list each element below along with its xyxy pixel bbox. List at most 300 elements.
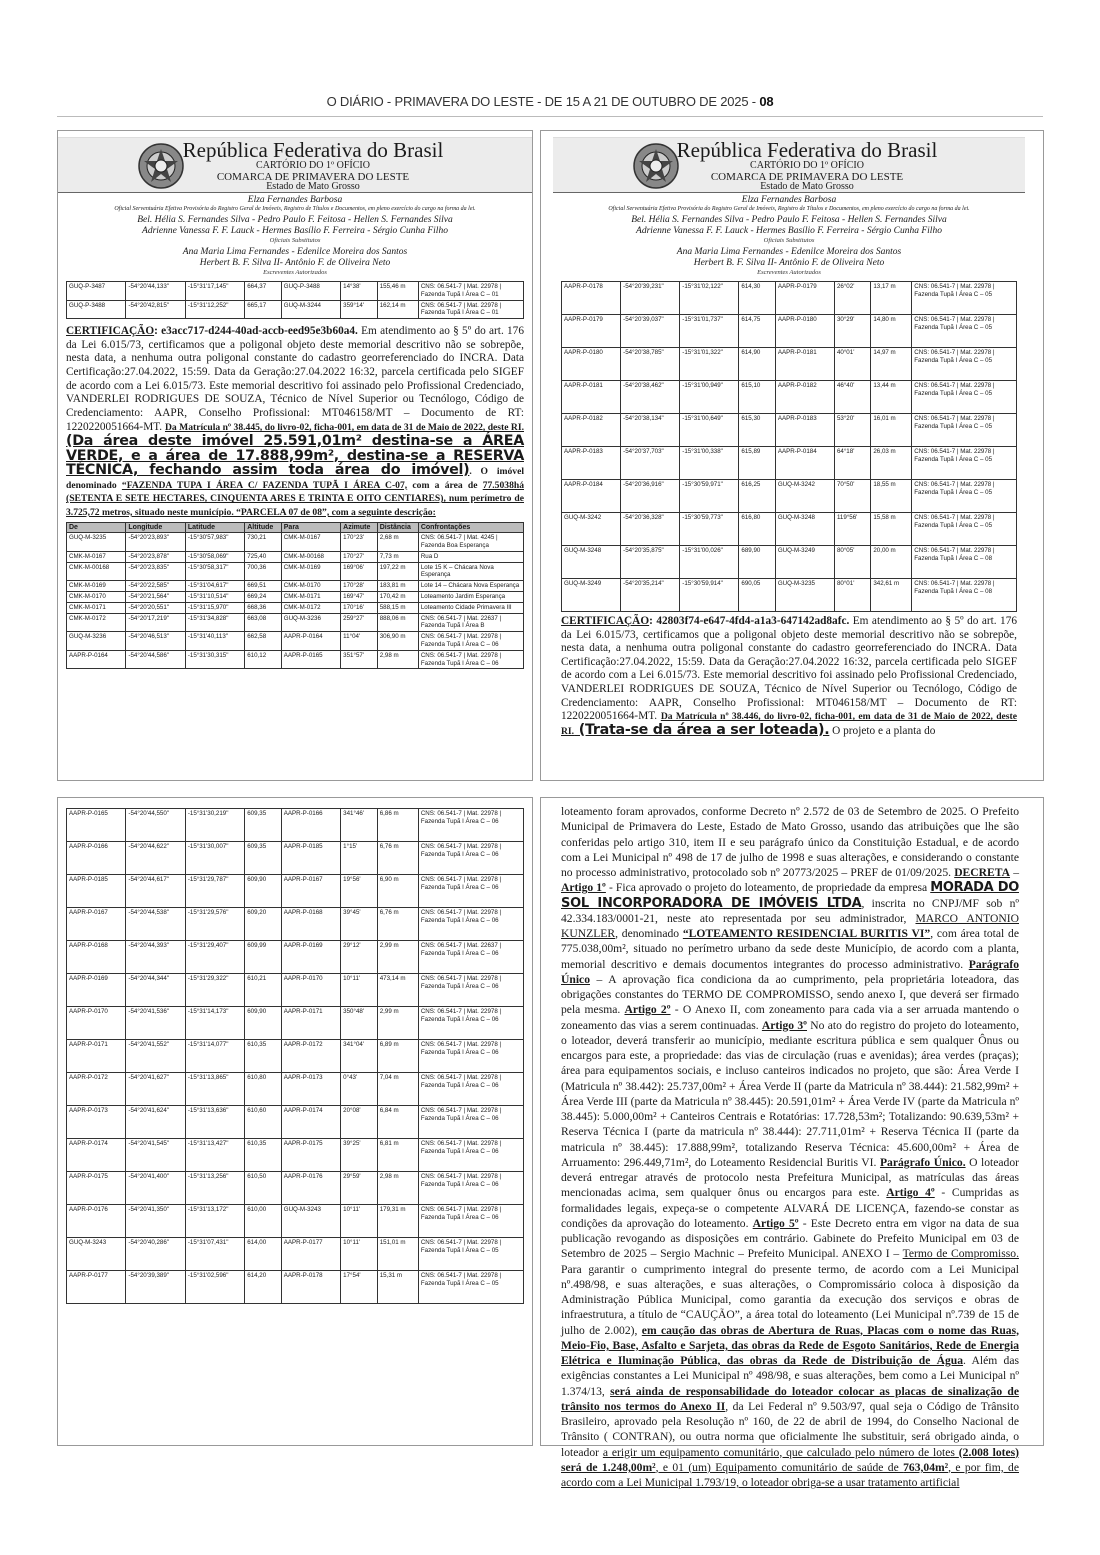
text-segment: - O Anexo II, com zoneamento para cada via a ser arruada mantendo o zoneamento das vias a serem continuadas. [561, 1003, 1020, 1032]
table-cell: 730,21 [245, 533, 282, 552]
text-segment: – A aprovação fica condiciona da ao cumprimento, pela proprietária loteadora, das obrigações constantes do TERMO DE COMPROMISSO, sendo anexo I, que deverá ser firmado pela mesma. [561, 972, 1019, 1017]
table-cell: 169°47' [341, 592, 378, 603]
table-cell: 46°40' [834, 381, 870, 414]
table-cell: -54°20'21,564" [126, 592, 185, 603]
table-cell: -15°30'57,983" [185, 533, 244, 552]
table-cell: 614,90 [739, 348, 775, 381]
table-row [67, 632, 524, 651]
table-cell: AAPR-P-0185 [67, 875, 126, 908]
table-cell: CNS: 06.541-7 | Mat. 22978 | Fazenda Tupã I Área C – 05 [912, 348, 1017, 381]
table-cell: 170°16' [341, 602, 378, 613]
table-row [67, 1205, 524, 1238]
table-cell: CNS: 06.541-7 | Mat. 22637 | Fazenda Tupã I Área C – 06 [418, 941, 523, 974]
table-cell: 53°20' [834, 414, 870, 447]
table-cell: 351°57' [341, 650, 378, 669]
table-cell: CNS: 06.541-7 | Mat. 22978 | Fazenda Tupã I Área C – 06 [418, 809, 523, 842]
official-name: Elza Fernandes Barbosa [741, 195, 837, 205]
table-cell: AAPR-P-0175 [67, 1172, 126, 1205]
text-segment: com a área de [407, 479, 483, 491]
table-cell: GUQ-M-3249 [562, 579, 621, 612]
table-cell: CNS: 06.541-7 | Mat. 22978 | Fazenda Tupã I Área C – 05 [418, 1271, 523, 1304]
table-cell: AAPR-P-0175 [281, 1139, 340, 1172]
table-cell: AAPR-P-0168 [281, 908, 340, 941]
coordinates-table-a [66, 281, 524, 319]
brazil-coat-of-arms-icon [631, 141, 681, 191]
table-cell: -15°31'29,576" [185, 908, 244, 941]
table-cell: 7,04 m [377, 1073, 418, 1106]
table-cell: 616,25 [739, 480, 775, 513]
table-cell: GUQ-M-3235 [67, 533, 126, 552]
table-cell: 162,14 m [377, 300, 418, 319]
table-cell: AAPR-P-0185 [281, 842, 340, 875]
table-cell: 15,31 m [377, 1271, 418, 1304]
table-cell: 588,15 m [377, 602, 418, 613]
column-header: Latitude [185, 522, 244, 533]
text-segment: MARCO ANTONIO KUNZLER [561, 911, 1019, 940]
text-segment: loteamento foram aprovados, conforme Decreto nº 2.572 de 03 de Setembro de 2025. O Prefeito Municipal de Primavera do Leste, Estado de Mato Grosso, usando das atribuições que lhe são conferidas pelo artigo 310, item II e seu parágrafo único da Constituição Estadual, e de acordo com a Lei Municipal nº 498 de 17 de julho de 1998 e suas alterações, e considerando o constante no processo administrativo, protocolado sob nº 20773/2025 – PREF de 01/09/2025. [561, 805, 1019, 879]
letterhead-band [58, 137, 532, 193]
header-text: O DIÁRIO - PRIMAVERA DO LESTE - DE 15 A 21 DE OUTUBRO DE 2025 - [326, 94, 760, 109]
table-cell: 609,20 [245, 908, 282, 941]
table-row [562, 480, 1017, 513]
text-segment: a erigir um equipamento comunitário, que calculado pelo número de lotes [602, 1445, 959, 1459]
table-cell: CNS: 06.541-7 | Mat. 22978 | Fazenda Tupã I Área C – 06 [418, 1139, 523, 1172]
table-cell: 259°27' [341, 613, 378, 632]
table-cell: -54°20'41,552" [126, 1040, 185, 1073]
table-cell: GUQ-P-3488 [281, 282, 340, 301]
table-cell: -54°20'20,551" [126, 602, 185, 613]
table-cell: -54°20'46,513" [126, 632, 185, 651]
official-role: Oficial Serventuária Efetiva Provisória do Registro Geral de Imóveis, Registro de Títulos e Documentos, em pleno exercício do cargo na forma da lei. [114, 206, 476, 212]
table-cell: AAPR-P-0166 [281, 809, 340, 842]
table-row [67, 1106, 524, 1139]
table-cell: Loteamento Cidade Primavera III [418, 602, 523, 613]
table-cell: 6,84 m [377, 1106, 418, 1139]
table-cell: -15°31'00,338" [680, 447, 739, 480]
table-cell: GUQ-M-3242 [562, 513, 621, 546]
text-segment: , da Lei Federal nº 9.503/97, qual seja o Código de Trânsito Brasileiro, aprovado pela Resolução nº 160, de 22 de abril de 1994, do Conselho Nacional de Trânsito ( CONTRAN), ou outra norma que oficialmente lhe substituir, será obrigado ainda, o loteador [561, 1399, 1020, 1459]
table-cell: -54°20'44,586" [126, 650, 185, 669]
table-cell: 6,90 m [377, 875, 418, 908]
table-header-row [67, 522, 524, 533]
text-segment: , e 01 (um) Equipamento comunitário de saúde de [655, 1460, 904, 1474]
table-cell: AAPR-P-0182 [775, 381, 834, 414]
table-cell: -54°20'39,389" [126, 1271, 185, 1304]
table-row [67, 592, 524, 603]
table-cell: 29°12' [341, 941, 378, 974]
table-cell: AAPR-P-0179 [775, 282, 834, 315]
table-cell: -54°20'38,462" [621, 381, 680, 414]
table-cell: -54°20'44,622" [126, 842, 185, 875]
table-cell: 610,00 [245, 1205, 282, 1238]
table-cell: 615,30 [739, 414, 775, 447]
table-cell: CNS: 06.541-7 | Mat. 22978 | Fazenda Tupã I Área C – 06 [418, 1205, 523, 1238]
table-cell: 39°25' [341, 1139, 378, 1172]
substitutes-line-2: Adrienne Vanessa F. F. Lauck - Hermes Basílio F. Ferreira - Sérgio Cunha Filho [142, 226, 448, 236]
table-cell: 13,17 m [871, 282, 912, 315]
table-cell: AAPR-P-0165 [67, 809, 126, 842]
letterhead-title: República Federativa do Brasil [676, 138, 938, 162]
table-cell: AAPR-P-0169 [281, 941, 340, 974]
table-cell: 26°02' [834, 282, 870, 315]
table-cell: CNS: 06.541-7 | Mat. 22978 | Fazenda Tupã I Área C – 06 [418, 1172, 523, 1205]
table-cell: 6,89 m [377, 1040, 418, 1073]
letterhead-state: Estado de Mato Grosso [266, 181, 360, 192]
table-cell: CNS: 06.541-7 | Mat. 22637 | Fazenda Tupã I Área B [418, 613, 523, 632]
table-cell: -54°20'44,538" [126, 908, 185, 941]
letterhead-band [553, 137, 1025, 193]
text-segment: MORADA DO SOL INCORPORADORA DE IMÓVEIS LTDA [561, 880, 1019, 911]
table-row [562, 348, 1017, 381]
table-cell: 2,98 m [377, 1172, 418, 1205]
table-cell: -54°20'44,550" [126, 809, 185, 842]
table-cell: -15°31'01,737" [680, 315, 739, 348]
table-cell: CNS: 06.541-7 | Mat. 22978 | Fazenda Tupã I Área C – 06 [418, 650, 523, 669]
table-cell: AAPR-P-0168 [67, 941, 126, 974]
table-cell: 350°48' [341, 1007, 378, 1040]
table-cell: 17°54' [341, 1271, 378, 1304]
table-cell: Lote 15 K – Chácara Nova Esperança [418, 562, 523, 581]
table-cell: 614,30 [739, 282, 775, 315]
text-segment: . Além das exigências constantes a Lei Municipal nº 498/98, e suas alterações, bem como a Lei Municipal nº 1.374/13, [561, 1354, 1019, 1398]
table-cell: 6,76 m [377, 842, 418, 875]
text-segment: será ainda de responsabilidade do loteador colocar as placas de sinalização de trânsito nos termos do Anexo II [561, 1384, 1019, 1413]
table-cell: 668,36 [245, 602, 282, 613]
text-segment: “FAZENDA TUPA I ÁREA C/ FAZENDA TUPÃ I ÁREA C-07, [121, 479, 408, 491]
table-cell: -54°20'39,231" [621, 282, 680, 315]
table-cell: -54°20'41,350" [126, 1205, 185, 1238]
table-cell: 11°04' [341, 632, 378, 651]
table-cell: AAPR-P-0172 [281, 1040, 340, 1073]
table-cell: AAPR-P-0164 [281, 632, 340, 651]
table-cell: AAPR-P-0183 [775, 414, 834, 447]
table-cell: -15°30'59,914" [680, 579, 739, 612]
table-cell: GUQ-M-3236 [67, 632, 126, 651]
table-cell: 15,58 m [871, 513, 912, 546]
table-cell: CNS: 06.541-7 | Mat. 22978 | Fazenda Tupã I Área C – 05 [912, 381, 1017, 414]
table-cell: CNS: 06.541-7 | Mat. 22978 | Fazenda Tupã I Área C – 06 [418, 1040, 523, 1073]
text-segment: – [1010, 866, 1019, 879]
clerks-role: Escreventes Autorizados [263, 269, 327, 276]
text-segment: Artigo 3º [761, 1018, 808, 1032]
table-row [67, 974, 524, 1007]
text-segment: Artigo 5º [752, 1216, 799, 1230]
table-cell: Loteamento Jardim Esperança [418, 592, 523, 603]
text-segment: Artigo 1º [561, 881, 606, 895]
table-cell: GUQ-M-3248 [775, 513, 834, 546]
table-cell: CMK-M-0171 [67, 602, 126, 613]
table-cell: -15°31'02,596" [185, 1271, 244, 1304]
clerks-role: Escreventes Autorizados [757, 269, 821, 276]
table-cell: CNS: 06.541-7 | Mat. 22978 | Fazenda Tupã I Área C – 05 [912, 447, 1017, 480]
table-cell: AAPR-P-0170 [67, 1007, 126, 1040]
table-cell: CNS: 06.541-7 | Mat. 22978 | Fazenda Tupã I Área C – 05 [912, 282, 1017, 315]
table-cell: CNS: 06.541-7 | Mat. 22978 | Fazenda Tupã I Área C – 06 [418, 632, 523, 651]
table-cell: 609,90 [245, 875, 282, 908]
table-cell: -54°20'17,219" [126, 613, 185, 632]
certification-paragraph-1 [66, 325, 524, 519]
clerks-line-1: Ana Maria Lima Fernandes - Edenilce Moreira dos Santos [676, 247, 902, 257]
letterhead-state: Estado de Mato Grosso [760, 181, 854, 192]
table-cell: -54°20'44,617" [126, 875, 185, 908]
table-cell: -15°31'17,145" [185, 282, 244, 301]
table-row [67, 941, 524, 974]
text-segment: Termo de Compromisso. [902, 1247, 1019, 1261]
table-cell: 6,81 m [377, 1139, 418, 1172]
table-cell: Rua D [418, 551, 523, 562]
table-cell: 609,99 [245, 941, 282, 974]
coordinates-table-b [66, 522, 524, 670]
table-cell: 663,08 [245, 613, 282, 632]
table-cell: -15°31'00,649" [680, 414, 739, 447]
table-cell: 615,10 [739, 381, 775, 414]
table-cell: 10°11' [341, 1238, 378, 1271]
table-row [67, 1271, 524, 1304]
table-cell: -15°31'30,315" [185, 650, 244, 669]
table-cell: 183,81 m [377, 581, 418, 592]
table-cell: 170°23' [341, 533, 378, 552]
table-cell: 151,01 m [377, 1238, 418, 1271]
official-name: Elza Fernandes Barbosa [247, 195, 343, 205]
table-cell: 610,21 [245, 974, 282, 1007]
table-row [67, 1139, 524, 1172]
clerks-line-1: Ana Maria Lima Fernandes - Edenilce Moreira dos Santos [182, 247, 408, 257]
table-cell: 690,05 [739, 579, 775, 612]
table-cell: CNS: 06.541-7 | Mat. 22978 | Fazenda Tupã I Área C – 08 [912, 546, 1017, 579]
table-cell: AAPR-P-0179 [562, 315, 621, 348]
table-row [67, 1007, 524, 1040]
table-row [562, 546, 1017, 579]
text-segment: - Cumpridas as formalidades legais, expeça-se o competente ALVARÁ DE LICENÇA, fazendo-se constar as condições da aprovação do loteamento. [561, 1186, 1019, 1230]
table-cell: 614,00 [245, 1238, 282, 1271]
table-row [67, 581, 524, 592]
column-header: Altitude [245, 522, 282, 533]
table-cell: 169°06' [341, 562, 378, 581]
table-cell: AAPR-P-0184 [562, 480, 621, 513]
table-cell: AAPR-P-0178 [281, 1271, 340, 1304]
table-cell: -15°31'13,427" [185, 1139, 244, 1172]
table-cell: CNS: 06.541-7 | Mat. 22978 | Fazenda Tupã I Área C – 01 [418, 300, 523, 319]
table-cell: CMK-M-0169 [67, 581, 126, 592]
brazil-coat-of-arms-icon [136, 141, 186, 191]
table-row [562, 447, 1017, 480]
table-cell: -54°20'23,835" [126, 562, 185, 581]
memorial-panel-2 [540, 130, 1044, 781]
table-cell: 359°14' [341, 300, 378, 319]
table-cell: GUQ-M-3235 [775, 579, 834, 612]
table-cell: 7,73 m [377, 551, 418, 562]
table-cell: -15°30'59,773" [680, 513, 739, 546]
table-row [67, 562, 524, 581]
table-cell: -54°20'36,916" [621, 480, 680, 513]
table-cell: 13,44 m [871, 381, 912, 414]
table-cell: CNS: 06.541-7 | Mat. 22978 | Fazenda Tupã I Área C – 05 [912, 480, 1017, 513]
table-cell: AAPR-P-0181 [775, 348, 834, 381]
table-cell: CMK-M-0172 [67, 613, 126, 632]
text-segment: “LOTEAMENTO RESIDENCIAL BURITIS VI” [682, 927, 931, 940]
table-cell: 306,90 m [377, 632, 418, 651]
text-segment: Parágrafo Único [561, 957, 1019, 986]
table-cell: 10°11' [341, 974, 378, 1007]
text-segment: CERTIFICAÇÃO [66, 325, 155, 338]
table-cell: 610,35 [245, 1139, 282, 1172]
table-cell: CMK-M-0167 [281, 533, 340, 552]
table-cell: 1°15' [341, 842, 378, 875]
letterhead-title: República Federativa do Brasil [182, 138, 444, 162]
table-cell: 609,90 [245, 1007, 282, 1040]
table-cell: CNS: 06.541-7 | Mat. 22978 | Fazenda Tupã I Área C – 06 [418, 1007, 523, 1040]
table-cell: 29°59' [341, 1172, 378, 1205]
table-cell: -15°30'59,971" [680, 480, 739, 513]
table-cell: 70°50' [834, 480, 870, 513]
table-cell: 170,42 m [377, 592, 418, 603]
table-row [562, 381, 1017, 414]
table-row [67, 1238, 524, 1271]
table-cell: -54°20'41,624" [126, 1106, 185, 1139]
table-cell: -54°20'39,037" [621, 315, 680, 348]
table-cell: -15°31'13,865" [185, 1073, 244, 1106]
table-cell: 669,24 [245, 592, 282, 603]
table-row [67, 650, 524, 669]
table-cell: CNS: 06.541-7 | Mat. 22978 | Fazenda Tupã I Área C – 06 [418, 908, 523, 941]
table-cell: CNS: 06.541-7 | Mat. 22978 | Fazenda Tupã I Área C – 05 [912, 513, 1017, 546]
text-segment: , com área total de 775.038,00m², situado no perímetro urbano da sede deste Município, de acordo com a planta, memorial descritivo e demais documentos integrantes do processo administrativo. [561, 927, 1019, 971]
text-segment: (Da área deste imóvel 25.591,01m² destina-se a ÁREA VERDE, e a área de 17.888,99m², destina-se a RESERVA TÉCNICA, fechando assim toda área do imóvel) [66, 432, 524, 479]
table-row [562, 513, 1017, 546]
table-cell: AAPR-P-0180 [775, 315, 834, 348]
table-cell: GUQ-M-3236 [281, 613, 340, 632]
table-cell: 179,31 m [377, 1205, 418, 1238]
table-cell: 341°04' [341, 1040, 378, 1073]
table-cell: GUQ-P-3488 [67, 300, 126, 319]
table-cell: -54°20'41,400" [126, 1172, 185, 1205]
table-row [67, 300, 524, 319]
text-segment: DECRETA [954, 866, 1011, 879]
table-cell: GUQ-P-3487 [67, 282, 126, 301]
text-segment: : e3acc717-d244-40ad-accb-eed95e3b60a4. [154, 325, 358, 338]
table-cell: AAPR-P-0173 [67, 1106, 126, 1139]
table-row [562, 579, 1017, 612]
table-cell: 155,46 m [377, 282, 418, 301]
table-cell: 341°46' [341, 809, 378, 842]
table-cell: GUQ-M-3249 [775, 546, 834, 579]
table-cell: -15°31'34,828" [185, 613, 244, 632]
table-cell: -54°20'44,344" [126, 974, 185, 1007]
table-cell: AAPR-P-0171 [67, 1040, 126, 1073]
column-header: Para [281, 522, 340, 533]
registry-letterhead [66, 137, 524, 277]
text-segment: O loteador deverá entregar através de protocolo nesta Prefeitura Municipal, as matrículas das áreas mencionadas acima, sem qualquer ônus ou encargos para este. [561, 1155, 1019, 1200]
table-row [67, 282, 524, 301]
text-segment: CERTIFICAÇÃO [561, 615, 650, 627]
table-cell: AAPR-P-0180 [562, 348, 621, 381]
table-cell: 19°56' [341, 875, 378, 908]
table-cell: 689,90 [739, 546, 775, 579]
table-cell: GUQ-M-3244 [281, 300, 340, 319]
table-cell: 39°45' [341, 908, 378, 941]
table-cell: -15°30'58,069" [185, 551, 244, 562]
table-cell: -15°31'13,172" [185, 1205, 244, 1238]
table-cell: AAPR-P-0167 [67, 908, 126, 941]
text-segment: , e por fim, de acordo com a Lei Municipal 1.793/19, o loteador obriga-se a usar tratamento artificial [561, 1460, 1019, 1489]
table-cell: AAPR-P-0177 [281, 1238, 340, 1271]
table-row [67, 908, 524, 941]
table-cell: -54°20'23,878" [126, 551, 185, 562]
table-cell: 18,55 m [871, 480, 912, 513]
table-cell: AAPR-P-0178 [562, 282, 621, 315]
table-cell: CMK-M-0171 [281, 592, 340, 603]
table-cell: AAPR-P-0182 [562, 414, 621, 447]
table-cell: -15°31'14,077" [185, 1040, 244, 1073]
table-row [67, 1073, 524, 1106]
text-segment: : 42803f74-e647-4fd4-a1a3-647142ad8afc. [649, 615, 850, 627]
table-cell: -54°20'41,627" [126, 1073, 185, 1106]
text-segment: em caução das obras de Abertura de Ruas, Placas com o nome das Ruas, Meio-Fio, Base, Asfalto e Sarjeta, das obras da Rede de Esgoto Sanitários, Rede de Energia Elétrica e Iluminação Pública, das obras da Rede de Distribuição de Água [561, 1323, 1019, 1367]
table-cell: AAPR-P-0174 [281, 1106, 340, 1139]
text-segment: Em atendimento ao § 5º do art. 176 da Lei 6.015/73, certificamos que a poligonal objeto deste memorial descritivo não se sobrepõe, nesta data, a nenhuma outra poligonal constante do cadastro georreferenciado do INCRA. Data Certificação:27.04.2022, 15:59. Data da Geração:27.04.2022 16:32, parcela certificada pelo SIGEF de acordo com a Lei 6.015/73. Este memorial descritivo foi assinado pelo Profissional Credenciado, VANDERLEI RODRIGUES DE SOUZA, Técnico de Nível Superior ou Tecnólogo, Código de Credenciamento: AAPR, Conselho Profissional: MT046158/MT – Documento de RT: 1220220051664-MT. [561, 615, 1017, 723]
table-cell: AAPR-P-0181 [562, 381, 621, 414]
table-cell: 2,98 m [377, 650, 418, 669]
table-cell: GUQ-M-3242 [775, 480, 834, 513]
table-cell: 610,35 [245, 1040, 282, 1073]
column-header: Confrontações [418, 522, 523, 533]
table-cell: 614,75 [739, 315, 775, 348]
table-cell: 665,17 [245, 300, 282, 319]
table-cell: -54°20'35,875" [621, 546, 680, 579]
table-cell: 6,76 m [377, 908, 418, 941]
text-segment: Para garantir o cumprimento integral do presente termo, de acordo com a Lei Municipal nº.498/98, e suas alterações, e suas alterações, o Compromissário coloca à disposição da Administração Pública Municipal, como garantia da execução dos serviços e obras de infraestrutura, a título de “CAUÇÃO”, a área total do loteamento (Lei Municipal nº.739 de 15 de julho de 2.002), [561, 1262, 1019, 1337]
table-row [67, 809, 524, 842]
table-cell: -15°31'13,636" [185, 1106, 244, 1139]
table-cell: 197,22 m [377, 562, 418, 581]
table-cell: CMK-M-00168 [67, 562, 126, 581]
table-cell: GUQ-M-3243 [281, 1205, 340, 1238]
text-segment: No ato do registro do projeto do loteamento, o loteador, deverá transferir ao município, mediante escritura pública e sem qualquer Ônus ou encargos para este, a propriedade: das vias de circulação (ruas e avenidas); área verdes (praças); área para equipamentos sociais, e incluso canteiros indicados no projeto, que são: Área Verde I (Matricula nº 38.442): 25.737,00m² + Área Verde II (parte da Matricula nº 38.444): 21.582,99m² + Área Verde III (parte da Matricula nº 38.445): 20.591,01m² + Área Verde IV (parte da Matricula nº 38.445): 5.000,00m² + Canteiros Centrais e Rotatórias: 17.728,53m²; Totalizando: 90.639,53m² + Reserva Técnica I (parte da matricula nº 38.444): 27.711,01m² + Reserva Técnica II (parte da matricula nº 38.445): 17.888,99m², totalizando Reserva Técnica: 45.600,00m² + Área de Arruamento: 296.449,71m², do Loteamento Residencial Buritis VI. [561, 1018, 1020, 1169]
table-row [67, 602, 524, 613]
table-row [67, 1172, 524, 1205]
text-segment: 77.5038há (SETENTA E SETE HECTARES, CINQUENTA ARES E TRINTA E OITO CENTIARES), num perímetro de 3.725,72 metros, situado neste município. “PARCELA 07 de 08”, com a seguinte descrição: [66, 479, 524, 518]
decree-text [561, 804, 1019, 1490]
text-segment: - Este Decreto entra em vigor na data de sua publicação revogando as disposições em contrário. Gabinete do Prefeito Municipal em 03 de Setembro de 2025 – Sergio Machnic – Prefeito Municipal. ANEXO I – [561, 1216, 1020, 1261]
table-cell: -15°30'58,317" [185, 562, 244, 581]
coordinates-table-d [66, 808, 524, 1304]
table-row [67, 613, 524, 632]
table-cell: 2,68 m [377, 533, 418, 552]
registry-letterhead [561, 137, 1017, 277]
table-cell: AAPR-P-0184 [775, 447, 834, 480]
table-row [67, 875, 524, 908]
table-cell: -54°20'37,703" [621, 447, 680, 480]
memorial-panel-3 [57, 797, 533, 1446]
table-cell: -15°31'00,026" [680, 546, 739, 579]
table-cell: 888,06 m [377, 613, 418, 632]
table-cell: -54°20'23,893" [126, 533, 185, 552]
table-cell: 610,60 [245, 1106, 282, 1139]
letterhead-office: CARTÓRIO DO 1º OFÍCIO [256, 160, 370, 171]
table-cell: CNS: 06.541-7 | Mat. 22978 | Fazenda Tupã I Área C – 05 [912, 414, 1017, 447]
table-cell: 6,86 m [377, 809, 418, 842]
table-cell: -15°31'29,407" [185, 941, 244, 974]
table-cell: GUQ-M-3243 [67, 1238, 126, 1271]
table-cell: 80°05' [834, 546, 870, 579]
table-row [562, 414, 1017, 447]
table-cell: 30°29' [834, 315, 870, 348]
table-cell: 0°43' [341, 1073, 378, 1106]
table-cell: -54°20'38,134" [621, 414, 680, 447]
table-cell: 609,35 [245, 809, 282, 842]
table-cell: 342,61 m [871, 579, 912, 612]
table-cell: 80°01' [834, 579, 870, 612]
